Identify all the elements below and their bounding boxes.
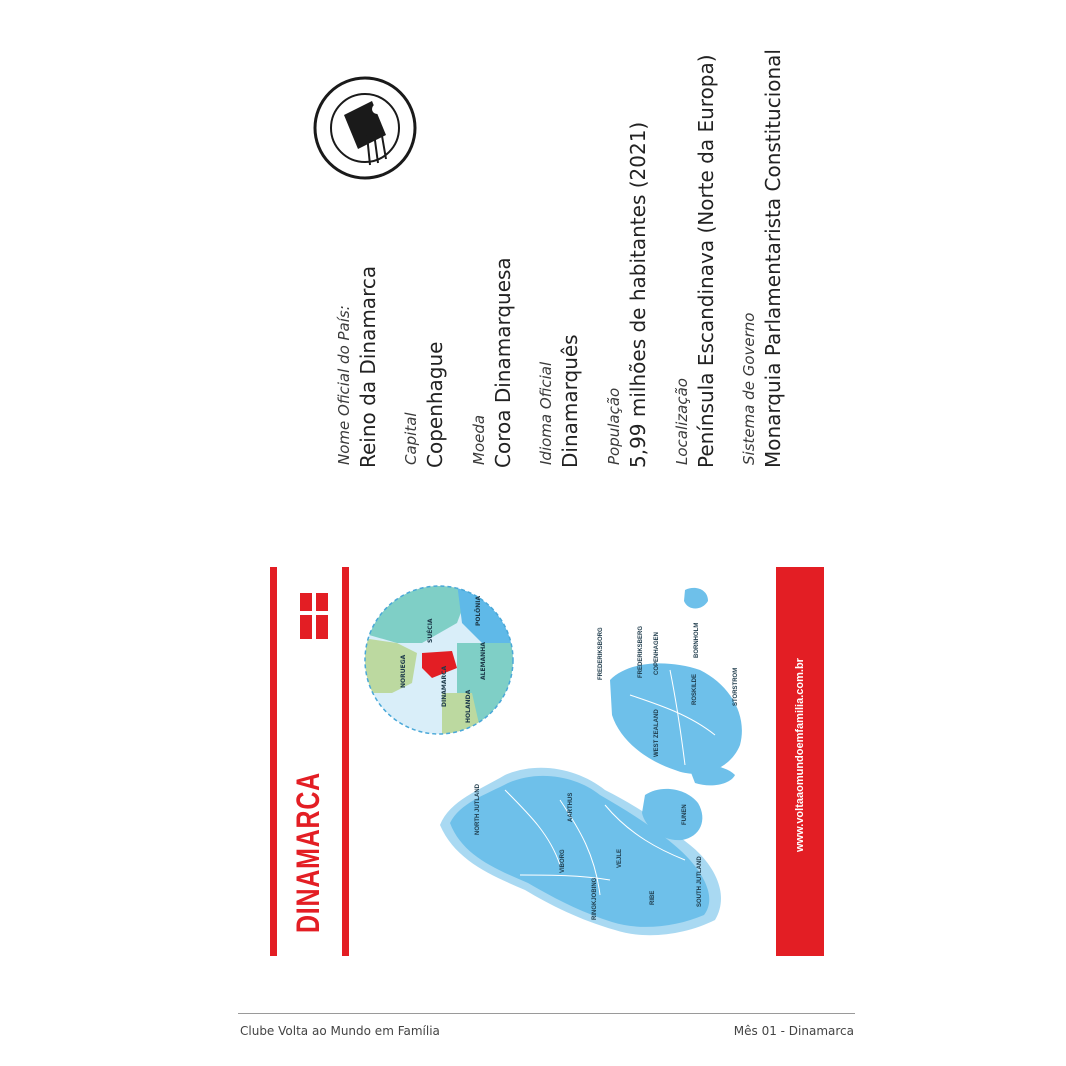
card-right-rule — [342, 567, 349, 956]
region-label-frederiksberg: FREDERIKSBERG — [638, 625, 644, 678]
card-left-rule — [270, 567, 277, 956]
denmark-flag-icon — [300, 593, 328, 639]
region-label-frederiksborg: FREDERIKSBORG — [598, 627, 604, 680]
label-capital: Capital — [402, 412, 420, 465]
inset-label-poland: POLÔNIA — [475, 595, 482, 626]
region-label-west-zealand: WEST ZEALAND — [654, 709, 660, 757]
region-label-north-jutland: NORTH JUTLAND — [475, 784, 481, 835]
region-label-funen: FUNEN — [682, 804, 688, 825]
card-title: DINAMARCA — [290, 772, 326, 933]
region-label-south-jutland: SOUTH JUTLAND — [697, 856, 703, 907]
region-label-bornholm: BORNHOLM — [694, 622, 700, 658]
inset-label-sweden: SUÉCIA — [427, 618, 434, 643]
value-currency: Coroa Dinamarquesa — [491, 257, 515, 468]
inset-label-germany: ALEMANHA — [480, 642, 487, 680]
region-label-ringkjobing: RINGKJOBING — [592, 877, 598, 920]
inset-label-netherlands: HOLANDA — [465, 689, 472, 723]
footer-right: Mês 01 - Dinamarca — [733, 1024, 854, 1038]
region-label-vejle: VEJLE — [617, 848, 623, 868]
value-official-name: Reino da Dinamarca — [356, 265, 380, 468]
label-population: População — [605, 387, 623, 465]
label-location: Localização — [673, 378, 691, 465]
region-label-storstrom: STORSTROM — [733, 667, 739, 706]
label-currency: Moeda — [470, 414, 488, 465]
label-official-name: Nome Oficial do País: — [335, 305, 353, 465]
footer-left: Clube Volta ao Mundo em Família — [240, 1024, 440, 1038]
value-population: 5,99 milhões de habitantes (2021) — [626, 121, 650, 468]
value-location: Península Escandinava (Norte da Europa) — [694, 54, 718, 468]
region-label-aarthus: AARTHUS — [568, 792, 574, 822]
label-language: Idioma Oficial — [537, 361, 555, 465]
website-link[interactable]: www.voltaaomundoemfamilia.com.br — [794, 658, 806, 852]
inset-label-denmark: DINAMARCA — [441, 665, 448, 707]
region-label-viborg: VIBORG — [560, 849, 566, 873]
region-label-ribe: RIBE — [650, 890, 656, 905]
value-capital: Copenhague — [423, 341, 447, 468]
region-label-roskilde: ROSKILDE — [692, 673, 698, 705]
label-government: Sistema de Governo — [740, 312, 758, 465]
region-label-copenhagen: COPENHAGEN — [654, 631, 660, 675]
inset-label-norway: NORUEGA — [400, 654, 407, 688]
stamp-logo — [312, 75, 418, 181]
value-government: Monarquia Parlamentarista Constitucional — [761, 49, 785, 468]
footer-divider — [238, 1013, 855, 1014]
value-language: Dinamarquês — [558, 334, 582, 468]
stamp-logo-graphic — [312, 75, 418, 181]
